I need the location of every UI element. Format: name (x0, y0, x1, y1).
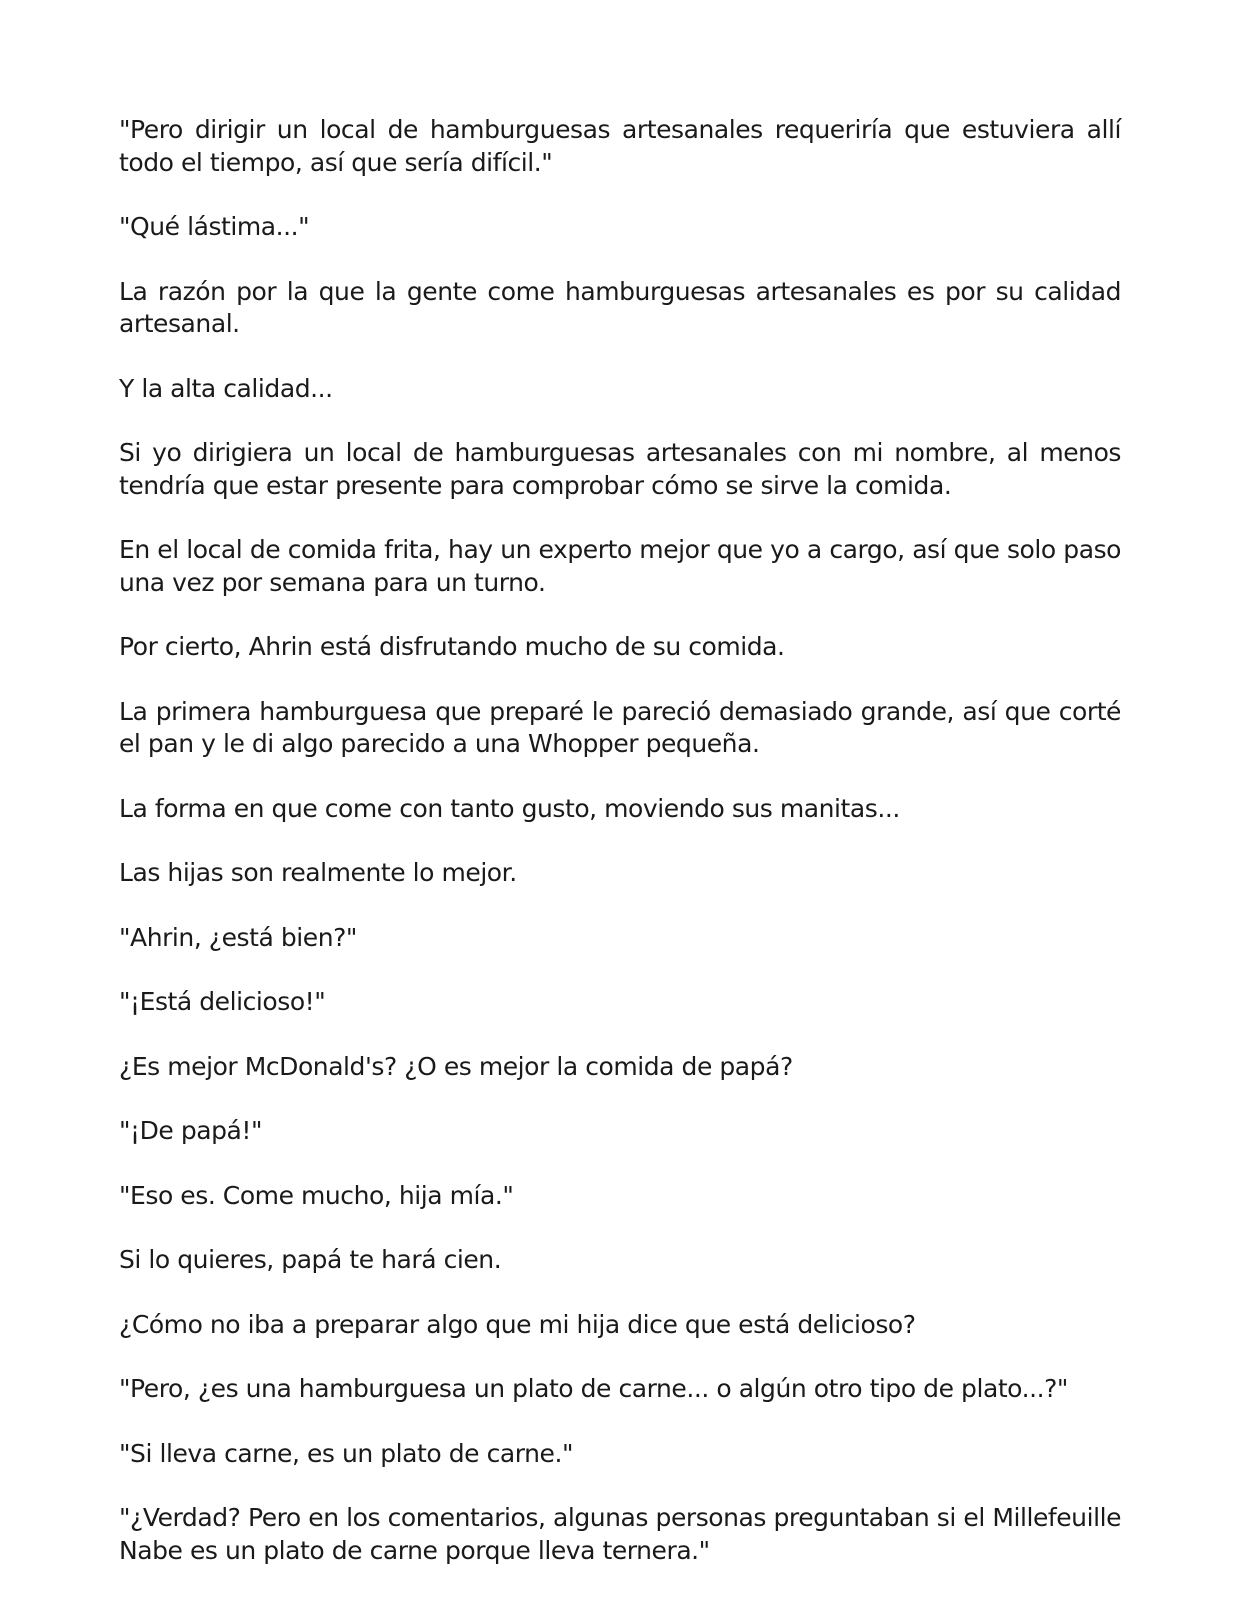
paragraph: "¿Verdad? Pero en los comentarios, algunas personas preguntaban si el Millefeuille Nabe es un plato de carne porque lleva ternera." (119, 1503, 1121, 1565)
paragraph: "Ahrin, ¿está bien?" (119, 922, 357, 952)
paragraph: "¡De papá!" (119, 1116, 263, 1145)
paragraph: Y la alta calidad... (119, 373, 333, 403)
paragraph: ¿Es mejor McDonald's? ¿O es mejor la comida de papá? (119, 1051, 793, 1081)
paragraph: Las hijas son realmente lo mejor. (119, 858, 517, 887)
document-page (119, 114, 1121, 1567)
paragraph: "¡Está delicioso!" (119, 987, 326, 1016)
paragraph: Si lo quieres, papá te hará cien. (119, 1245, 502, 1274)
paragraph: ¿Cómo no iba a preparar algo que mi hija dice que está delicioso? (119, 1309, 916, 1339)
paragraph: Si yo dirigiera un local de hamburguesas artesanales con mi nombre, al menos tendría que estar presente para comprobar cómo se sirve la comida. (119, 438, 1121, 500)
paragraph: "Pero, ¿es una hamburguesa un plato de carne... o algún otro tipo de plato...?" (119, 1374, 1068, 1403)
paragraph: "Pero dirigir un local de hamburguesas artesanales requeriría que estuviera allí todo el tiempo, así que sería difícil." (119, 115, 1121, 177)
paragraph: En el local de comida frita, hay un experto mejor que yo a cargo, así que solo paso una vez por semana para un turno. (119, 535, 1121, 597)
paragraph: "Eso es. Come mucho, hija mía." (119, 1180, 514, 1210)
paragraph: "Si lleva carne, es un plato de carne." (119, 1438, 574, 1468)
paragraph: "Qué lástima..." (119, 212, 310, 241)
paragraph: La razón por la que la gente come hamburguesas artesanales es por su calidad artesanal. (119, 276, 1121, 338)
paragraph: La primera hamburguesa que preparé le pareció demasiado grande, así que corté el pan y le di algo parecido a una Whopper pequeña. (119, 696, 1121, 758)
paragraph: La forma en que come con tanto gusto, moviendo sus manitas... (119, 793, 900, 823)
paragraph: Por cierto, Ahrin está disfrutando mucho de su comida. (119, 632, 785, 661)
